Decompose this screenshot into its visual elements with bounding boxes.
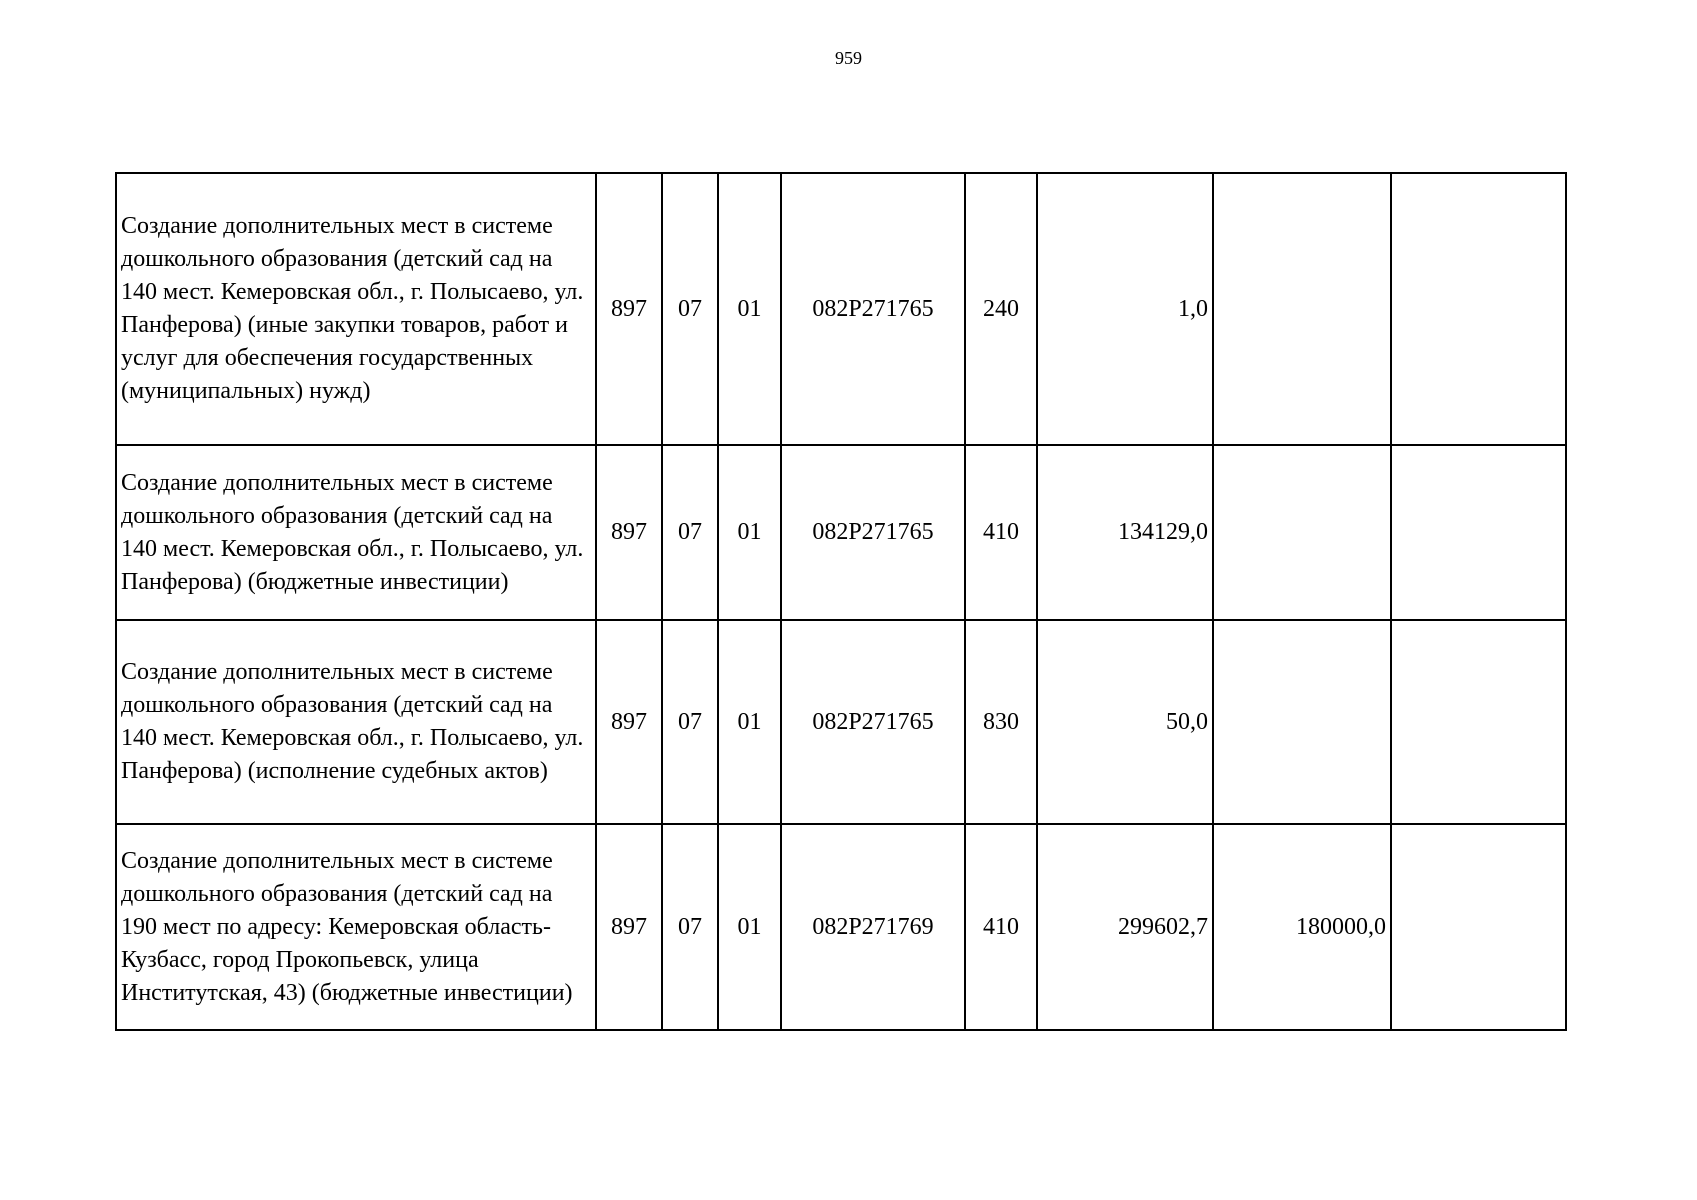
expense-type-code: 410 [965, 445, 1037, 620]
table-row [116, 173, 1566, 445]
expense-type-code: 410 [965, 824, 1037, 1030]
amount-1: 50,0 [1037, 620, 1213, 824]
subsection-code: 01 [718, 173, 781, 445]
target-article-code: 082P271769 [781, 824, 965, 1030]
subsection-code: 01 [718, 445, 781, 620]
ministry-code: 897 [596, 620, 662, 824]
amount-2 [1213, 173, 1391, 445]
amount-1: 299602,7 [1037, 824, 1213, 1030]
amount-1: 134129,0 [1037, 445, 1213, 620]
amount-3 [1391, 824, 1566, 1030]
expense-type-code: 240 [965, 173, 1037, 445]
target-article-code: 082P271765 [781, 173, 965, 445]
row-description: Создание дополнительных мест в системе дошкольного образования (детский сад на 140 мест. Кемеровская обл., г. Полысаево, ул. Панферова) (исполнение судебных актов) [116, 620, 596, 824]
row-description: Создание дополнительных мест в системе дошкольного образования (детский сад на 140 мест. Кемеровская обл., г. Полысаево, ул. Панферова) (иные закупки товаров, работ и услуг для обеспечения государственных (муниципальных) нужд) [116, 173, 596, 445]
amount-2 [1213, 445, 1391, 620]
table-row [116, 824, 1566, 1030]
expense-type-code: 830 [965, 620, 1037, 824]
section-code: 07 [662, 824, 718, 1030]
section-code: 07 [662, 173, 718, 445]
amount-3 [1391, 445, 1566, 620]
section-code: 07 [662, 620, 718, 824]
ministry-code: 897 [596, 824, 662, 1030]
table-row [116, 445, 1566, 620]
subsection-code: 01 [718, 620, 781, 824]
section-code: 07 [662, 445, 718, 620]
ministry-code: 897 [596, 445, 662, 620]
budget-table [115, 172, 1567, 1031]
target-article-code: 082P271765 [781, 445, 965, 620]
amount-3 [1391, 620, 1566, 824]
target-article-code: 082P271765 [781, 620, 965, 824]
subsection-code: 01 [718, 824, 781, 1030]
table-row [116, 620, 1566, 824]
amount-2: 180000,0 [1213, 824, 1391, 1030]
amount-2 [1213, 620, 1391, 824]
page-number: 959 [835, 48, 862, 68]
amount-3 [1391, 173, 1566, 445]
row-description: Создание дополнительных мест в системе дошкольного образования (детский сад на 140 мест. Кемеровская обл., г. Полысаево, ул. Панферова) (бюджетные инвестиции) [116, 445, 596, 620]
ministry-code: 897 [596, 173, 662, 445]
amount-1: 1,0 [1037, 173, 1213, 445]
row-description: Создание дополнительных мест в системе дошкольного образования (детский сад на 190 мест по адресу: Кемеровская область-Кузбасс, город Прокопьевск, улица Институтская, 43) (бюджетные инвестиции) [116, 824, 596, 1030]
